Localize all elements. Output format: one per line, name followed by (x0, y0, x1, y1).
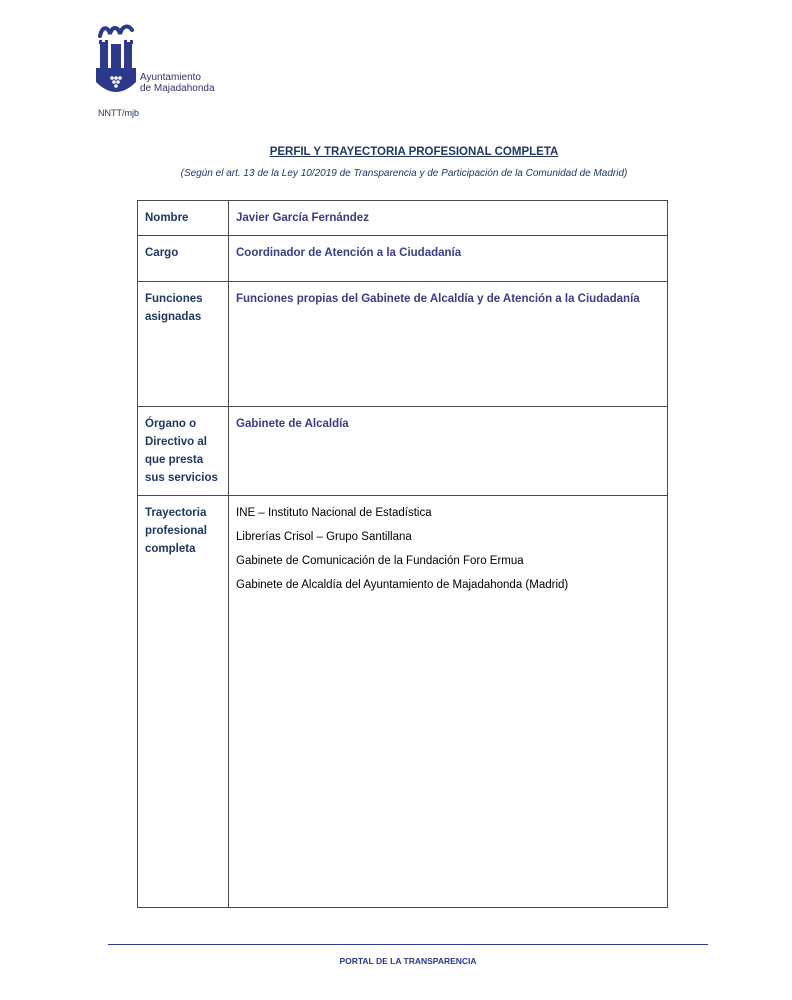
row-funciones (138, 282, 668, 407)
career-item: Gabinete de Comunicación de la Fundación Foro Ermua (236, 555, 524, 567)
footer-divider (108, 944, 708, 945)
funciones-value: Funciones propias del Gabinete de Alcaldía y de Atención a la Ciudadanía (229, 282, 668, 407)
trayectoria-value (229, 496, 668, 908)
footer-text: PORTAL DE LA TRANSPARENCIA (339, 956, 477, 966)
row-nombre (138, 201, 668, 236)
profile-table (137, 200, 668, 908)
logo-text-line2: de Majadahonda (140, 83, 215, 94)
nombre-label: Nombre (138, 201, 229, 236)
row-organo (138, 407, 668, 496)
trayectoria-label: Trayectoria profesional completa (138, 496, 229, 908)
career-item: INE – Instituto Nacional de Estadística (236, 507, 432, 519)
row-trayectoria (138, 496, 668, 908)
coat-of-arms-icon (94, 22, 138, 100)
cargo-label: Cargo (138, 236, 229, 282)
document-title: PERFIL Y TRAYECTORIA PROFESIONAL COMPLETA (269, 146, 559, 158)
organo-value: Gabinete de Alcaldía (229, 407, 668, 496)
cargo-value: Coordinador de Atención a la Ciudadanía (229, 236, 668, 282)
nombre-value: Javier García Fernández (229, 201, 668, 236)
row-cargo (138, 236, 668, 282)
career-item: Librerías Crisol – Grupo Santillana (236, 531, 412, 543)
document-reference: NNTT/mjb (98, 108, 139, 118)
document-subtitle: (Según el art. 13 de la Ley 10/2019 de Transparencia y de Participación de la Comunidad de Madrid) (180, 168, 628, 179)
municipal-logo (94, 22, 234, 102)
logo-text (140, 72, 215, 94)
organo-label: Órgano o Directivo al que presta sus servicios (138, 407, 229, 496)
career-item: Gabinete de Alcaldía del Ayuntamiento de Majadahonda (Madrid) (236, 579, 569, 591)
funciones-label: Funciones asignadas (138, 282, 229, 407)
logo-text-line1: Ayuntamiento (140, 72, 201, 83)
